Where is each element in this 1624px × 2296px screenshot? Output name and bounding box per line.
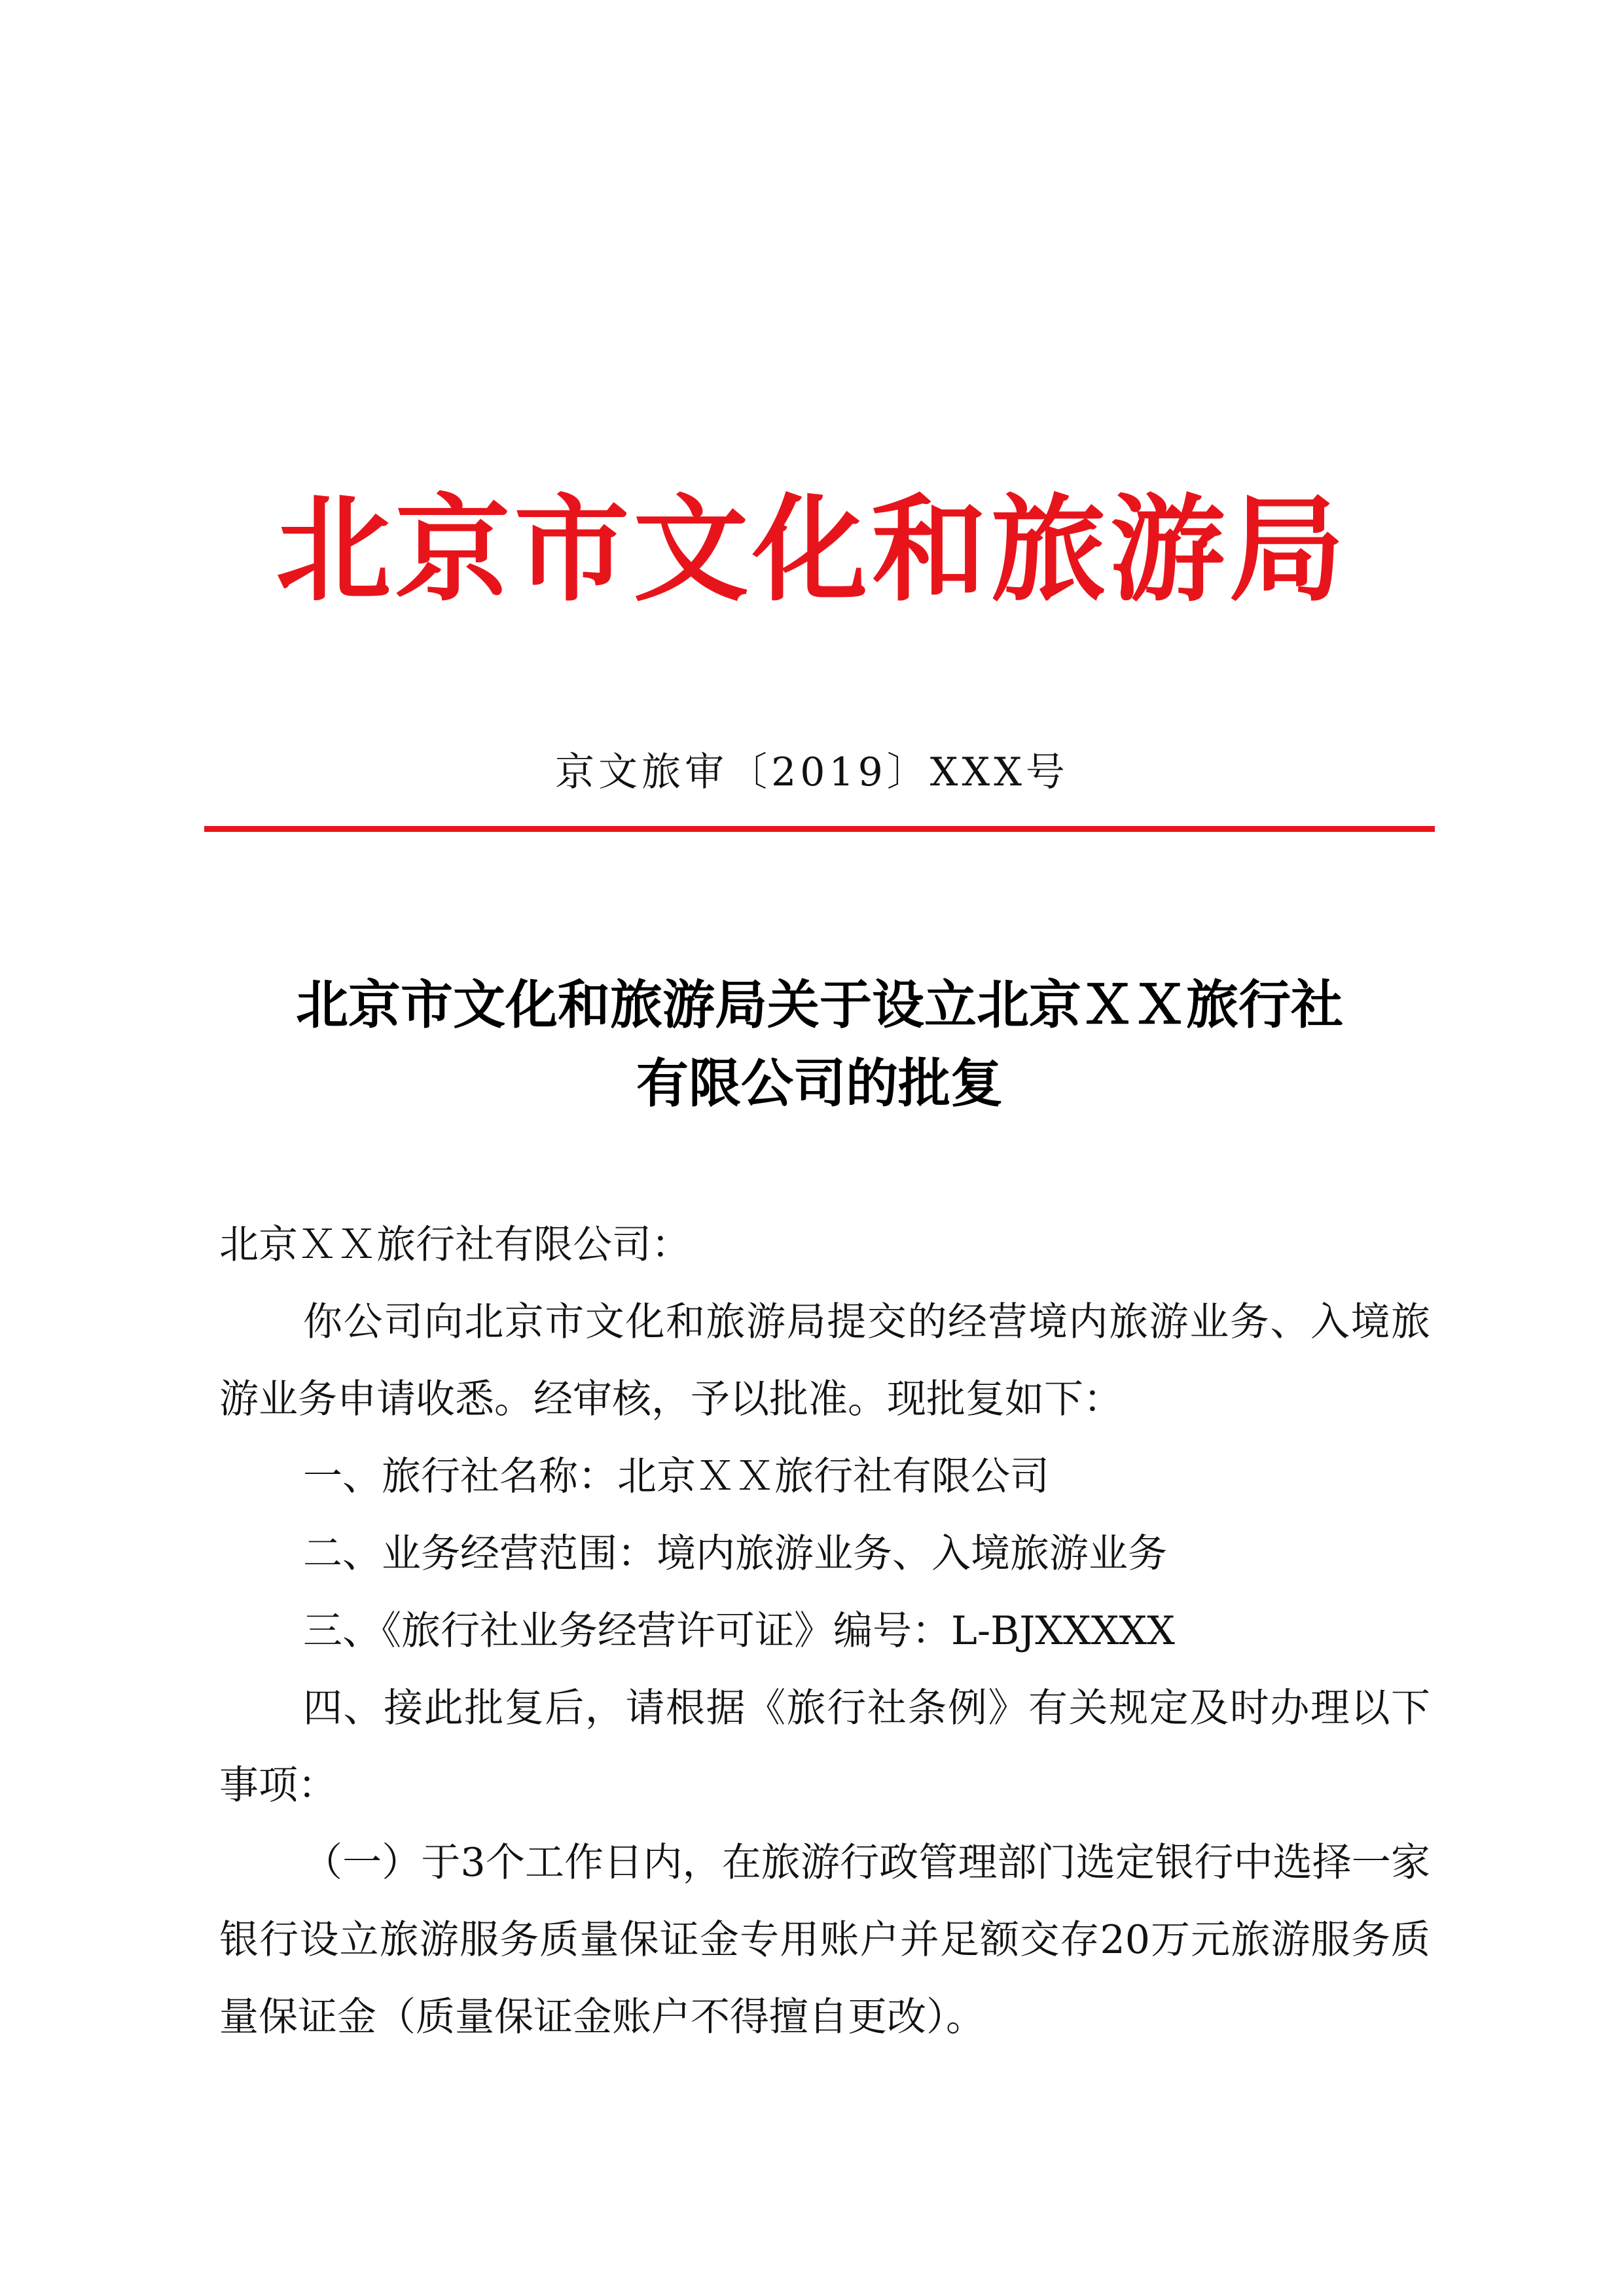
body-item-agency-name: 一、旅行社名称：北京ＸＸ旅行社有限公司 (303, 1454, 1049, 1499)
salutation: 北京ＸＸ旅行社有限公司： (219, 1222, 691, 1268)
body-item-follow-up: 四、接此批复后，请根据《旅行社条例》有关规定及时办理以下事项： (219, 1685, 1430, 1808)
document-title (204, 965, 1435, 1122)
title-line-2: 有限公司的批复 (636, 1052, 1003, 1114)
body-item-license-number: 三、《旅行社业务经营许可证》编号：L-BJXXXXX (303, 1608, 1175, 1654)
letterhead-issuer: 北京市文化和旅游局 (276, 482, 1348, 617)
title-line-1: 北京市文化和旅游局关于设立北京ＸＸ旅行社 (296, 974, 1343, 1035)
document-number: 京文旅审〔2019〕XXX号 (555, 749, 1069, 795)
body-paragraph-intro: 你公司向北京市文化和旅游局提交的经营境内旅游业务、入境旅游业务申请收悉。经审核，予以批准。现批复如下： (219, 1299, 1430, 1422)
body-subitem-deposit: （一）于3个工作日内，在旅游行政管理部门选定银行中选择一家银行设立旅游服务质量保证金专用账户并足额交存20万元旅游服务质量保证金（质量保证金账户不得擅自更改）。 (219, 1840, 1430, 2040)
document-body (219, 1206, 1430, 2056)
body-item-business-scope: 二、业务经营范围：境内旅游业务、入境旅游业务 (303, 1531, 1167, 1577)
letterhead-red-rule (204, 826, 1435, 832)
